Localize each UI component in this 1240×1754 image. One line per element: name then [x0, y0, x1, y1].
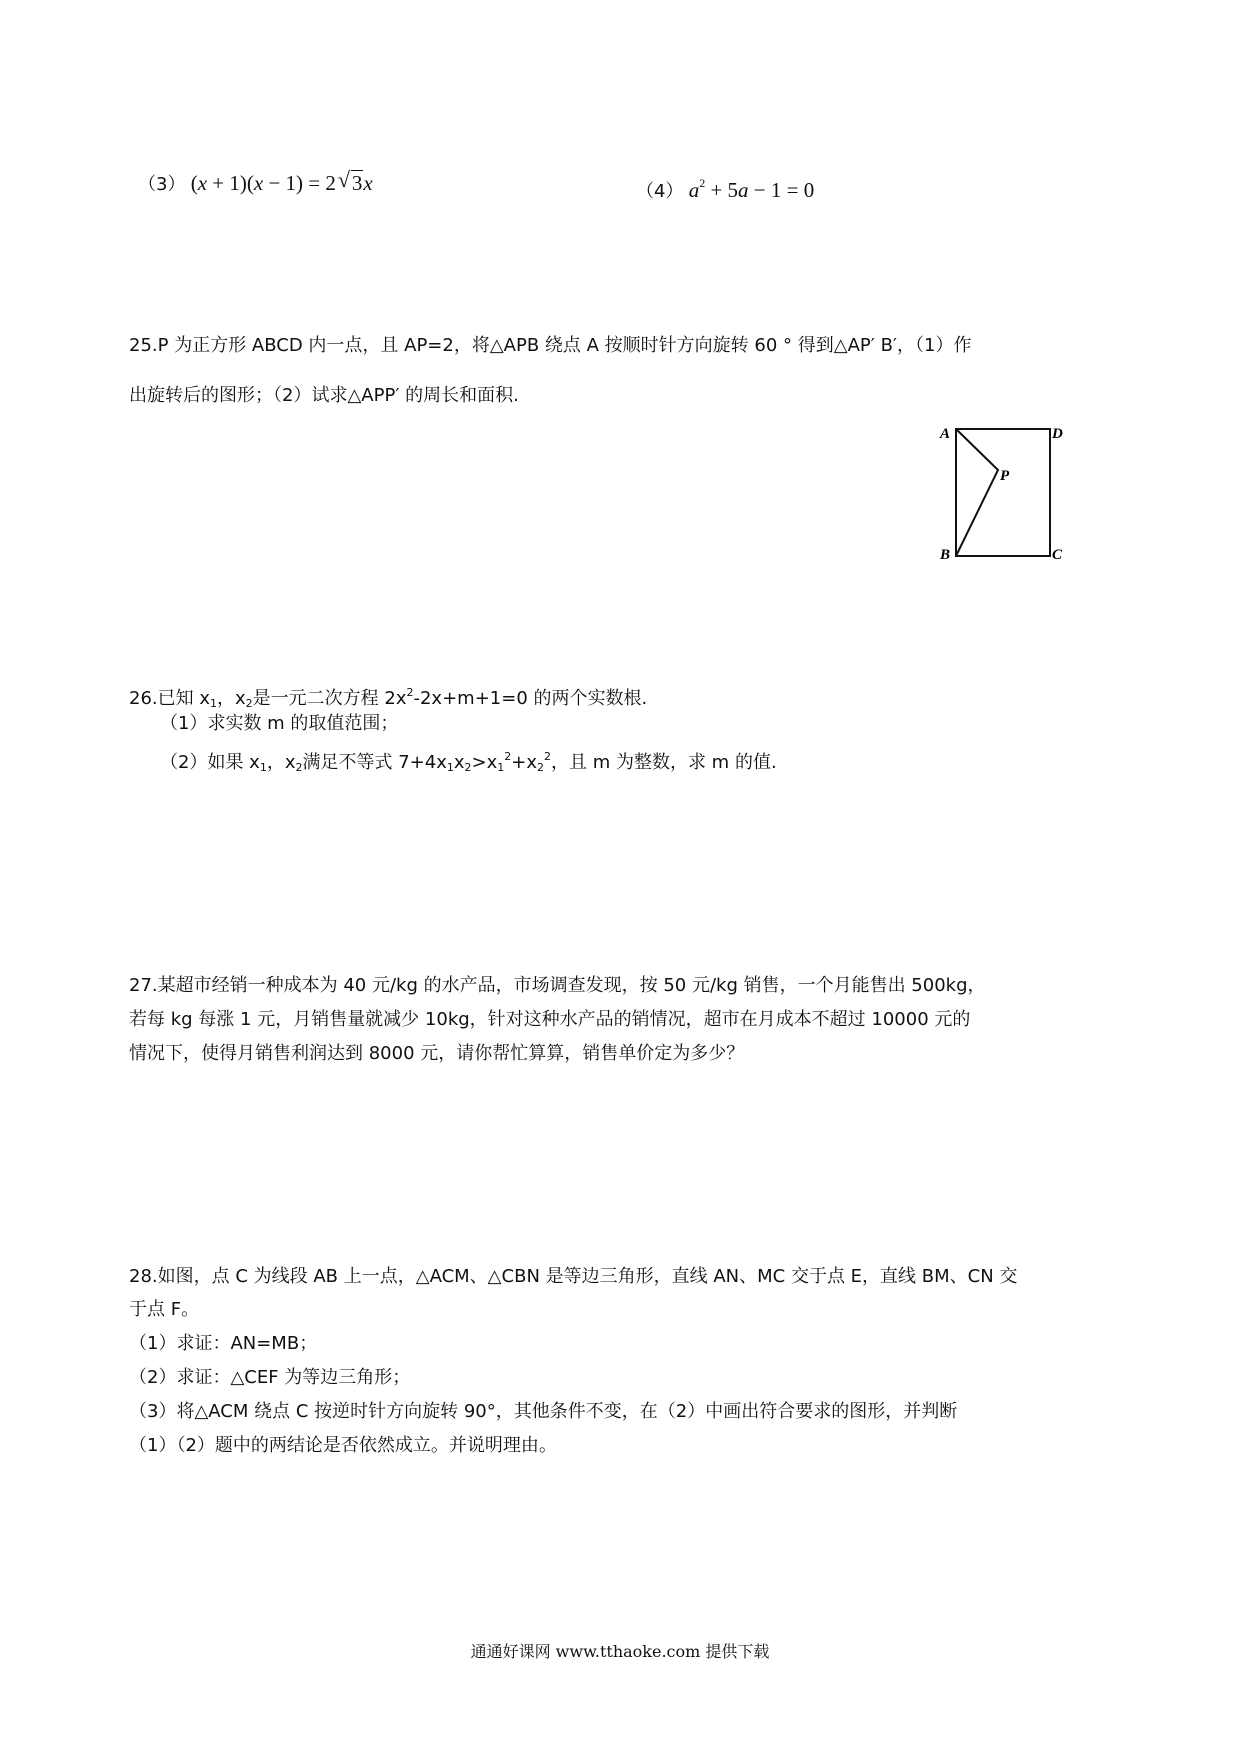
question-28-line-4: （2）求证：△CEF 为等边三角形；	[129, 1367, 411, 1388]
equation-3-label: （3）	[138, 174, 186, 195]
question-28-line-3: （1）求证：AN=MB；	[129, 1333, 318, 1354]
equation-3	[138, 167, 373, 197]
label-a: A	[940, 426, 951, 442]
square-abcd-figure	[930, 415, 1070, 565]
question-27-line-2: 若每 kg 每涨 1 元，月销售量就减少 10kg，针对这种水产品的销情况，超市在月成本不超过 10000 元的	[129, 1009, 971, 1030]
question-28-line-1: 28.如图，点 C 为线段 AB 上一点，△ACM、△CBN 是等边三角形，直线 AN、MC 交于点 E，直线 BM、CN 交	[129, 1266, 1018, 1287]
label-c: C	[1052, 547, 1063, 563]
footer-download-credit: 通通好课网 www.tthaoke.com 提供下载	[470, 1642, 770, 1661]
equation-4-label: （4）	[636, 181, 684, 202]
question-26-line-1: 26.已知 $x_1$，$x_2$是一元二次方程 $2x^2-2x+m+1=0$ 的两个实数根.	[129, 686, 648, 710]
equation-3-expression: (x + 1)(x − 1) = 2 √ 3x	[190, 167, 373, 195]
equation-4	[636, 171, 814, 204]
question-28-line-2: 于点 F。	[129, 1299, 200, 1320]
question-27-line-3: 情况下，使得月销售利润达到 8000 元，请你帮忙算算，销售单价定为多少？	[129, 1043, 745, 1064]
label-d: D	[1052, 426, 1063, 442]
label-p: P	[1000, 468, 1010, 484]
equation-4-expression: $a^2 + 5a - 1 = 0$	[688, 176, 815, 202]
question-28-line-5: （3）将△ACM 绕点 C 按逆时针方向旋转 90°，其他条件不变，在（2）中画出符合要求的图形，并判断	[129, 1401, 958, 1422]
question-26-part-2: （2）如果 $x_1$，$x_2$满足不等式 $7+4x_1x_2>x_1^2+x_2^2$，且 m 为整数，求 m 的值.	[160, 750, 777, 774]
label-b: B	[940, 547, 951, 563]
question-28-line-6: （1）（2）题中的两结论是否依然成立。并说明理由。	[129, 1435, 557, 1456]
question-26-part-1: （1）求实数 m 的取值范围；	[160, 713, 399, 734]
question-27-line-1: 27.某超市经销一种成本为 40 元/kg 的水产品，市场调查发现，按 50 元/kg 销售，一个月能售出 500kg，	[129, 975, 986, 996]
question-25-line-2: 出旋转后的图形；（2）试求△APP′ 的周长和面积.	[129, 385, 519, 406]
question-25-line-1: 25.P 为正方形 ABCD 内一点，且 AP=2，将△APB 绕点 A 按顺时针方向旋转 60 ° 得到△AP′ B′，（1）作	[129, 335, 972, 356]
